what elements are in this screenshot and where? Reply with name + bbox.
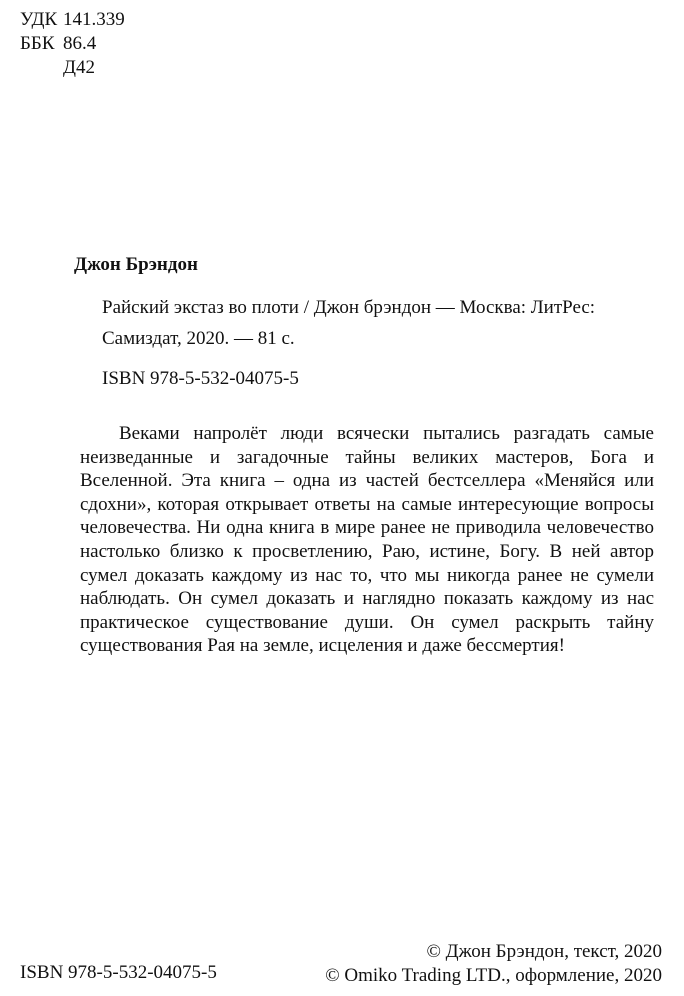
copyright-design: © Omiko Trading LTD., оформление, 2020 <box>325 965 662 986</box>
annotation <box>80 422 654 658</box>
isbn-top: ISBN 978-5-532-04075-5 <box>102 368 299 389</box>
udk-row <box>20 8 125 32</box>
author-mark-row <box>20 56 125 80</box>
bbk-row <box>20 32 125 56</box>
author-name: Джон Брэндон <box>74 254 198 275</box>
bbk-value: 86.4 <box>63 33 97 54</box>
annotation-text: Веками напролёт люди всячески пытались разгадать самые неизведанные и загадочные тайны великих мастеров, Бога и Вселенной. Эта книга – одна из частей бестселлера «Меняйся или сдохни», которая открывает ответы на самые интересующие вопросы человечества. Ни одна книга в мире ранее не приводила человечество настолько близко к просветлению, Раю, истине, Богу. В ней автор сумел доказать каждому из нас то, что мы никогда ранее не сумели наблюдать. Он сумел доказать и наглядно показать каждому из нас практическое существование души. Он сумел раскрыть тайну существования Рая на земле, исцеления и даже бессмертия! <box>80 423 654 657</box>
udk-value: 141.339 <box>63 9 125 30</box>
copyright-text: © Джон Брэндон, текст, 2020 <box>426 941 662 962</box>
udk-label: УДК <box>20 9 58 30</box>
author-mark: Д42 <box>63 57 95 78</box>
isbn-bottom: ISBN 978-5-532-04075-5 <box>20 962 217 983</box>
classification-block <box>20 8 125 80</box>
copyright-block <box>325 940 662 988</box>
bbk-label: ББК <box>20 33 55 54</box>
bibliographic-record: Райский экстаз во плоти / Джон брэндон — Москва: ЛитРес: Самиздат, 2020. — 81 с. <box>102 297 596 349</box>
